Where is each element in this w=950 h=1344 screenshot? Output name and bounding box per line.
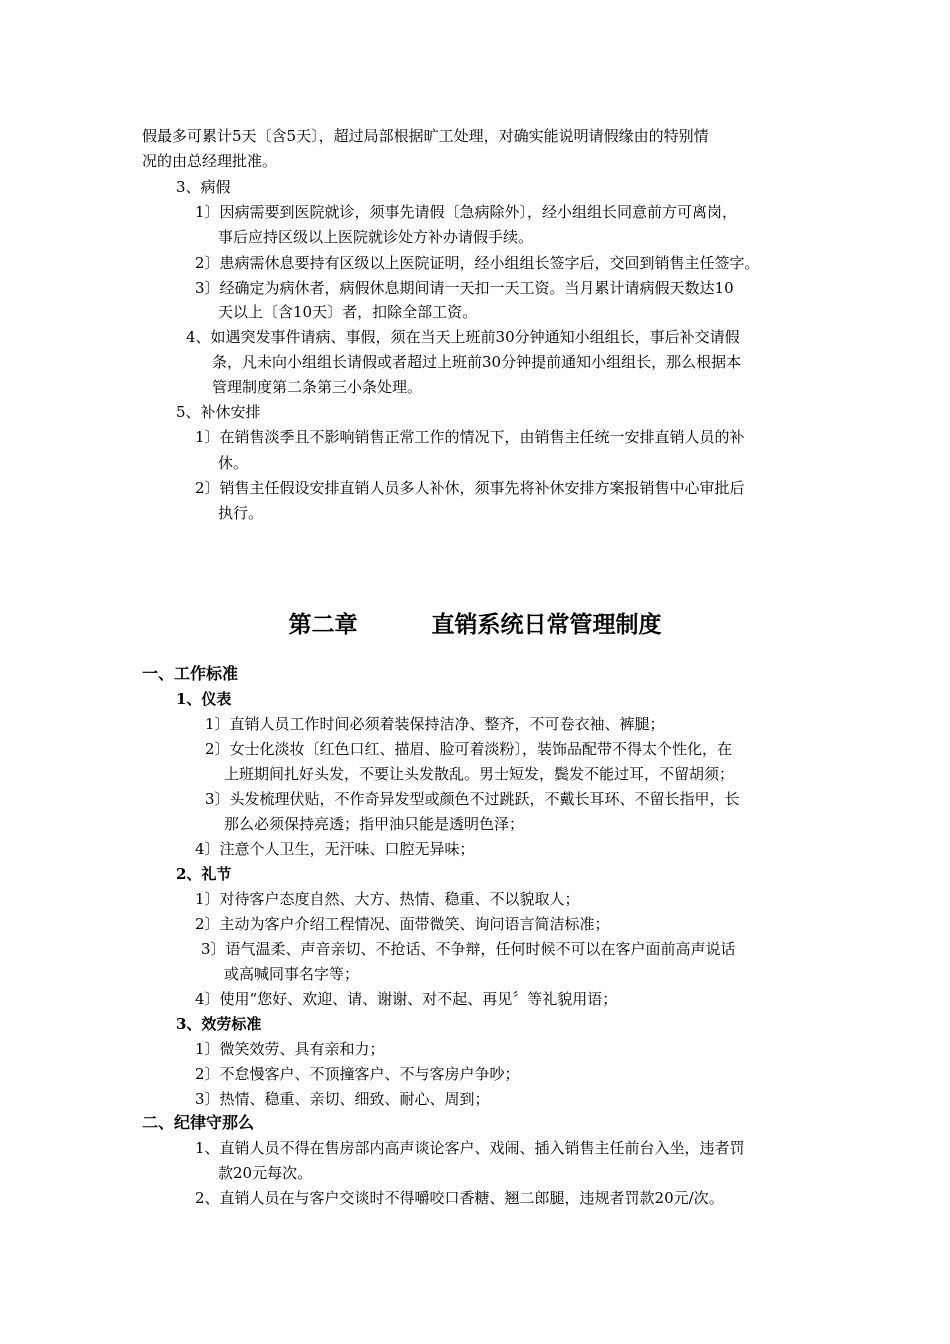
list-heading-sick-leave: 3、病假	[176, 178, 231, 196]
list-item: 4〕注意个人卫生，无汗味、口腔无异味；	[195, 840, 475, 858]
list-item-continuation: 那么必须保持亮透；指甲油只能是透明色泽；	[224, 815, 525, 833]
section-heading: 二、纪律守那么	[142, 1113, 255, 1132]
paragraph-line: 假最多可累计5天〔含5天〕，超过局部根据旷工处理，对确实能说明请假缘由的特别情	[142, 127, 709, 145]
list-item: 3〕头发梳理伏贴，不作奇异发型或颜色不过跳跃，不戴长耳环、不留长指甲，长	[205, 790, 740, 808]
list-item: 2〕不怠慢客户、不顶撞客户、不与客房户争吵；	[195, 1065, 520, 1083]
list-item: 1〕直销人员工作时间必须着装保持洁净、整齐，不可卷衣袖、裤腿；	[205, 715, 665, 733]
list-item: 4〕使用“您好、欢迎、请、谢谢、对不起、再见〞等礼貌用语；	[195, 990, 618, 1008]
list-item: 3〕语气温柔、声音亲切、不抢话、不争辩，任何时候不可以在客户面前高声说话	[201, 940, 736, 958]
list-item-continuation: 条，凡未向小组组长请假或者超过上班前30分钟提前通知小组组长，那么根据本	[212, 353, 742, 371]
list-item: 2〕患病需休息要持有区级以上医院证明，经小组组长签字后，交回到销售主任签字。	[195, 254, 760, 272]
chapter-title	[0, 610, 950, 640]
list-heading-compensatory-leave: 5、补休安排	[176, 403, 261, 421]
list-item: 2〕销售主任假设安排直销人员多人补休，须事先将补休安排方案报销售中心审批后	[195, 479, 745, 497]
section-heading: 一、工作标准	[142, 664, 239, 683]
list-item-continuation: 或高喊同事名字等；	[224, 965, 360, 983]
subsection-heading: 1、仪表	[176, 690, 232, 708]
list-item-continuation: 管理制度第二条第三小条处理。	[212, 378, 423, 396]
subsection-heading: 3、效劳标准	[176, 1015, 262, 1033]
list-item: 1、直销人员不得在售房部内高声谈论客户、戏闹、插入销售主任前台入坐，违者罚	[195, 1139, 745, 1157]
subsection-heading: 2、礼节	[176, 865, 232, 883]
list-item: 1〕对待客户态度自然、大方、热情、稳重、不以貌取人；	[195, 890, 580, 908]
list-item-continuation: 天以上〔含10天〕者，扣除全部工资。	[218, 303, 478, 321]
chapter-name: 直销系统日常管理制度	[431, 611, 662, 638]
list-item-continuation: 执行。	[218, 504, 264, 522]
list-item: 2、直销人员在与客户交谈时不得嚼咬口香糖、翘二郎腿，违规者罚款20元/次。	[195, 1189, 724, 1207]
list-item: 1〕在销售淡季且不影响销售正常工作的情况下，由销售主任统一安排直销人员的补	[195, 428, 745, 446]
list-item-continuation: 上班期间扎好头发，不要让头发散乱。男士短发，鬓发不能过耳，不留胡须；	[224, 765, 735, 783]
list-item-continuation: 款20元每次。	[218, 1164, 313, 1182]
list-item: 1〕微笑效劳、具有亲和力；	[195, 1040, 385, 1058]
list-item: 2〕女士化淡妆〔红色口红、描眉、脸可着淡粉〕，装饰品配带不得太个性化，在	[205, 740, 733, 758]
list-item-continuation: 事后应持区级以上医院就诊处方补办请假手续。	[218, 228, 534, 246]
list-item: 1〕因病需要到医院就诊，须事先请假〔急病除外〕，经小组组长同意前方可离岗，	[195, 203, 738, 221]
list-item: 2〕主动为客户介绍工程情况、面带微笑、询问语言简洁标准；	[195, 915, 610, 933]
list-item: 4、如遇突发事件请病、事假，须在当天上班前30分钟通知小组组长，事后补交请假	[186, 328, 740, 346]
paragraph-line: 况的由总经理批准。	[142, 152, 278, 170]
chapter-number: 第二章	[288, 611, 358, 638]
list-item-continuation: 休。	[218, 454, 249, 472]
list-item: 3〕热情、稳重、亲切、细致、耐心、周到；	[195, 1090, 490, 1108]
list-item: 3〕经确定为病休者，病假休息期间请一天扣一天工资。当月累计请病假天数达10	[195, 279, 734, 297]
